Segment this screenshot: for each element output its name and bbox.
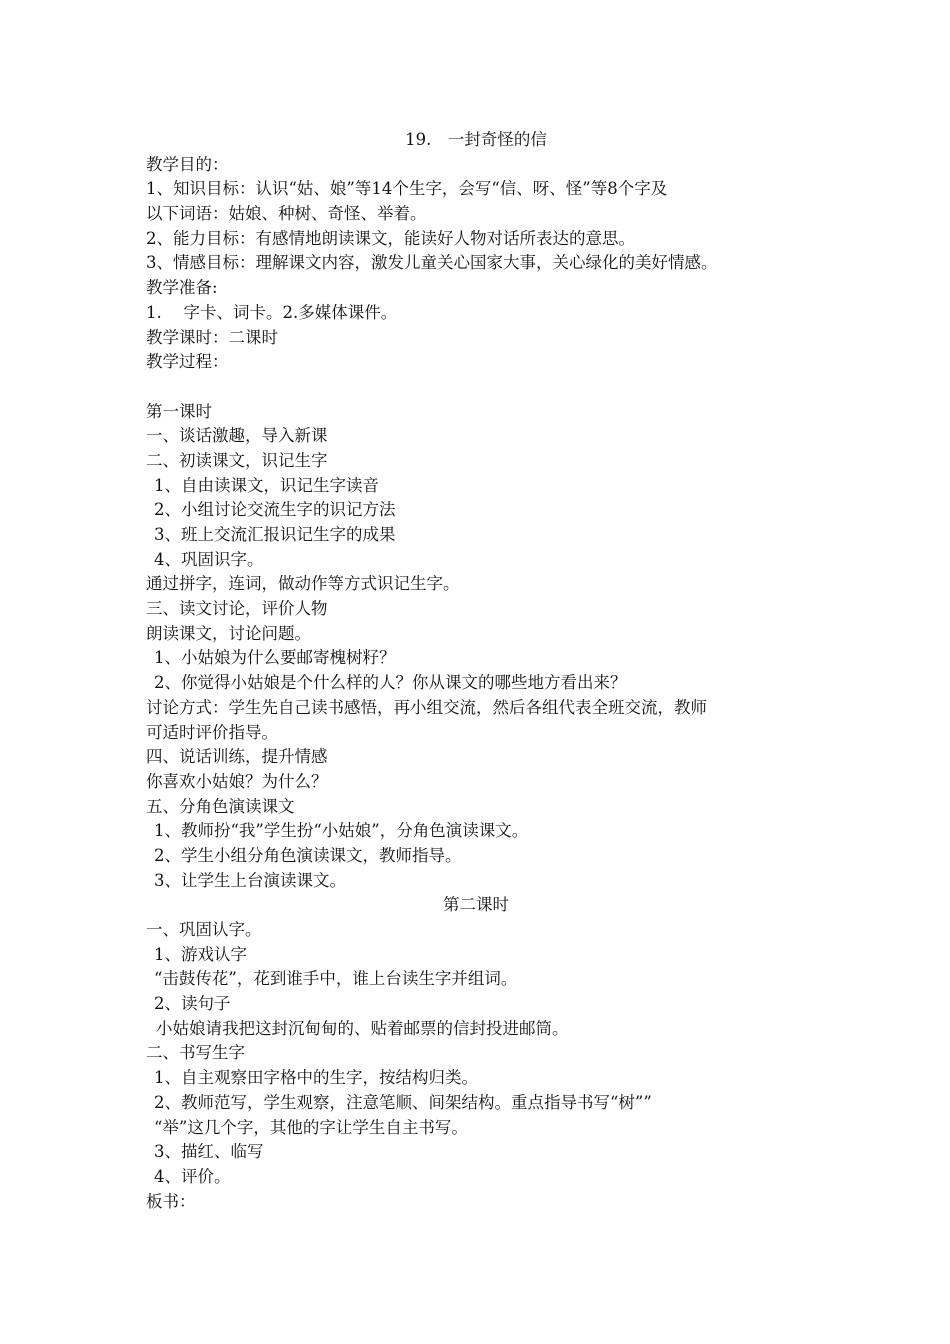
document-title: 19. 一封奇怪的信 — [405, 130, 547, 149]
list-item: 2、你觉得小姑娘是个什么样的人？你从课文的哪些地方看出来？ — [154, 673, 627, 693]
text-line: 二、初读课文，识记生字 — [146, 450, 328, 470]
document-page — [146, 128, 806, 1214]
list-item: 1、游戏认字 — [154, 944, 247, 964]
list-item: 1、小姑娘为什么要邮寄槐树籽？ — [154, 648, 396, 668]
list-item: 3、班上交流汇报识记生字的成果 — [154, 525, 396, 544]
section-heading: 教学准备: — [146, 278, 218, 298]
list-item: 1、教师扮“我”学生扮“小姑娘”，分角色演读课文。 — [154, 821, 529, 841]
list-item: 1、自主观察田字格中的生字，按结构归类。 — [154, 1068, 478, 1088]
text-line: 通过拼字，连词，做动作等方式识记生字。 — [146, 574, 460, 594]
text-line: 1、知识目标：认识“姑、娘”等14个生字，会写“信、呀、怪”等8个字及 — [146, 179, 668, 199]
list-item: 3、让学生上台演读课文。 — [154, 870, 346, 890]
text-line: 你喜欢小姑娘？为什么？ — [146, 771, 328, 791]
text-line: 1. 字卡、词卡。2.多媒体课件。 — [146, 302, 398, 322]
text-line: 一、谈话激趣，导入新课 — [146, 426, 328, 446]
text-line: 二、书写生字 — [146, 1043, 245, 1063]
text-line: 三、读文讨论，评价人物 — [146, 599, 328, 619]
list-item: 2、学生小组分角色演读课文，教师指导。 — [154, 845, 462, 865]
list-item: 2、读句子 — [154, 994, 231, 1014]
text-line: 3、情感目标：理解课文内容，激发儿童关心国家大事，关心绿化的美好情感。 — [146, 253, 718, 273]
text-line: 五、分角色演读课文 — [146, 796, 295, 816]
text-line: “举”这几个字，其他的字让学生自主书写。 — [154, 1117, 468, 1137]
blank-line — [146, 375, 806, 400]
text-line: 朗读课文，讨论问题。 — [146, 623, 311, 643]
lesson-heading: 第一课时 — [146, 401, 212, 421]
section-heading: 教学过程： — [146, 352, 229, 372]
text-line: 小姑娘请我把这封沉甸甸的、贴着邮票的信封投进邮筒。 — [156, 1018, 569, 1038]
text-line: 讨论方式：学生先自己读书感悟，再小组交流，然后各组代表全班交流，教师 — [146, 697, 707, 717]
text-line: 一、巩固认字。 — [146, 920, 262, 939]
list-item: 4、评价。 — [154, 1166, 231, 1186]
list-item: 4、巩固识字。 — [154, 549, 264, 569]
text-line: 四、说话训练，提升情感 — [146, 747, 328, 767]
text-line: 以下词语：姑娘、种树、奇怪、举着。 — [146, 204, 427, 224]
list-item: 2、小组讨论交流生字的识记方法 — [154, 500, 396, 520]
lesson-heading: 第二课时 — [443, 895, 509, 915]
text-line: “击鼓传花”，花到谁手中，谁上台读生字并组词。 — [154, 969, 518, 989]
section-heading: 教学目的： — [146, 154, 229, 174]
list-item: 2、教师范写，学生观察，注意笔顺、间架结构。重点指导书写“树”” — [154, 1092, 652, 1112]
list-item: 3、描红、临写 — [154, 1142, 264, 1162]
list-item: 1、自由读课文，识记生字读音 — [154, 475, 379, 495]
section-heading: 板书： — [146, 1191, 196, 1211]
text-line: 教学课时：二课时 — [146, 327, 278, 347]
text-line: 2、能力目标：有感情地朗读课文，能读好人物对话所表达的意思。 — [146, 228, 635, 248]
text-line: 可适时评价指导。 — [146, 722, 278, 742]
